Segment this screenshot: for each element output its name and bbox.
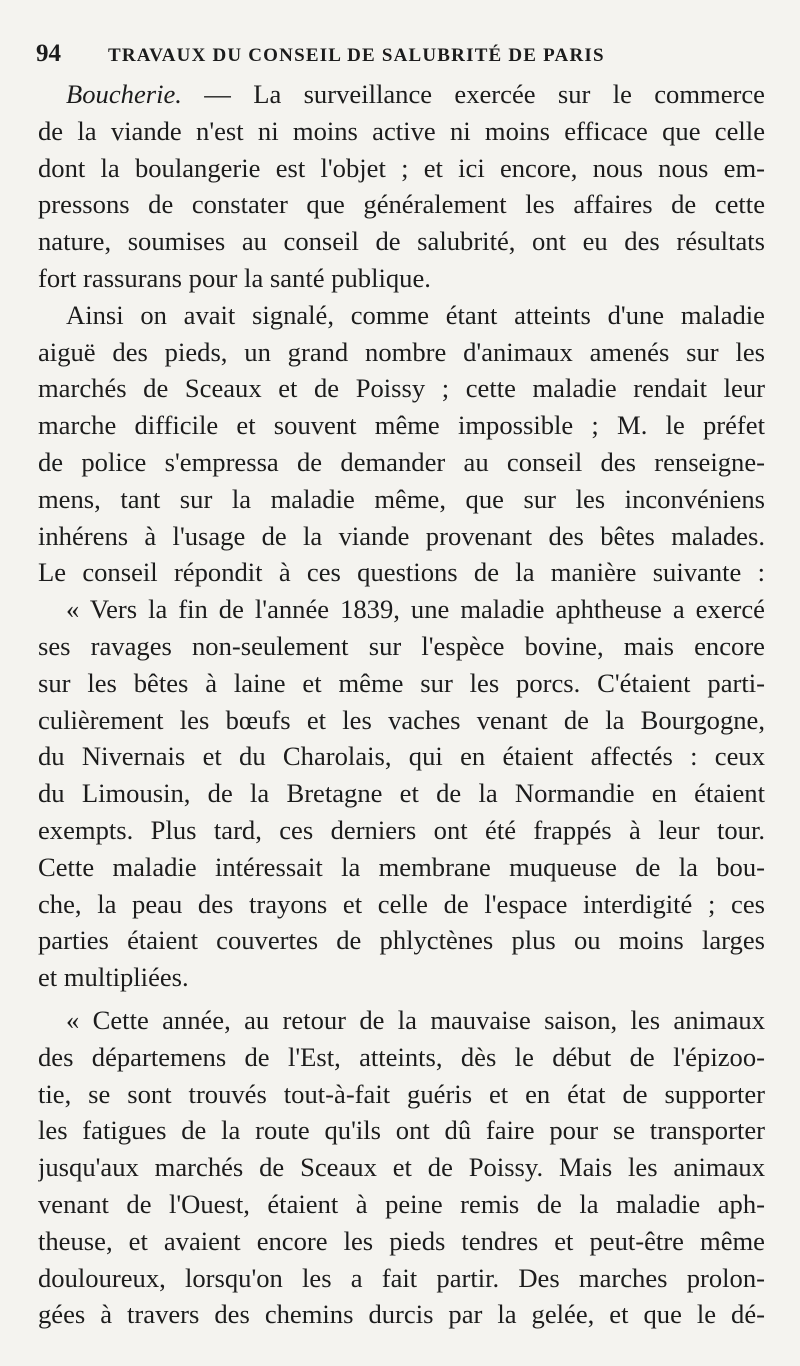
page-body (38, 76, 765, 1333)
section-lead-in: Boucherie. (66, 79, 182, 109)
text-line: de police s'empressa de demander au conseil des renseigne- (38, 446, 765, 477)
text-line: du Nivernais et du Charolais, qui en étaient affectés : ceux (38, 741, 765, 772)
text-line: tie, se sont trouvés tout-à-fait guéris et en état de supporter (38, 1078, 765, 1109)
text-line: exempts. Plus tard, ces derniers ont été frappés à leur tour. (38, 814, 765, 845)
text-line: les fatigues de la route qu'ils ont dû faire pour se transporter (38, 1115, 765, 1146)
text-line: venant de l'Ouest, étaient à peine remis de la maladie aph- (38, 1188, 765, 1219)
text-line: sur les bêtes à laine et même sur les porcs. C'étaient parti- (38, 667, 765, 698)
text-line (38, 76, 765, 113)
page-header (36, 40, 766, 70)
text-line: inhérens à l'usage de la viande provenant des bêtes malades. (38, 520, 765, 551)
text-line: Le conseil répondit à ces questions de la manière suivante : (38, 557, 765, 588)
text-line: pressons de constater que généralement les affaires de cette (38, 189, 765, 220)
text-line: gées à travers des chemins durcis par la gelée, et que le dé- (38, 1299, 765, 1330)
text-line: dont la boulangerie est l'objet ; et ici encore, nous nous em- (38, 152, 765, 183)
text-line: fort rassurans pour la santé publique. (38, 262, 431, 293)
text-line: jusqu'aux marchés de Sceaux et de Poissy. Mais les animaux (38, 1152, 765, 1183)
text-line: parties étaient couvertes de phlyctènes plus ou moins larges (38, 925, 765, 956)
text-line: Ainsi on avait signalé, comme étant atteints d'une maladie (66, 299, 765, 330)
text-line: « Cette année, au retour de la mauvaise saison, les animaux (66, 1004, 765, 1035)
text-line: Cette maladie intéressait la membrane muqueuse de la bou- (38, 851, 765, 882)
text-line: douloureux, lorsqu'on les a fait partir. Des marches prolon- (38, 1262, 765, 1293)
text-line: che, la peau des trayons et celle de l'espace interdigité ; ces (38, 888, 765, 919)
text-line: des départemens de l'Est, atteints, dès le début de l'épizoo- (38, 1041, 765, 1072)
page-number: 94 (36, 40, 61, 67)
text-line: ses ravages non-seulement sur l'espèce bovine, mais encore (38, 630, 765, 661)
text-line: marche difficile et souvent même impossible ; M. le préfet (38, 410, 765, 441)
text-line: aiguë des pieds, un grand nombre d'animaux amenés sur les (38, 336, 765, 367)
text-line: marchés de Sceaux et de Poissy ; cette maladie rendait leur (38, 373, 765, 404)
text-line: nature, soumises au conseil de salubrité, ont eu des résultats (38, 226, 765, 257)
text-line: theuse, et avaient encore les pieds tendres et peut-être même (38, 1225, 765, 1256)
line-text: — La surveillance exercée sur le commerce (204, 79, 765, 109)
text-line: culièrement les bœufs et les vaches venant de la Bourgogne, (38, 704, 765, 735)
text-line: « Vers la fin de l'année 1839, une maladie aphtheuse a exercé (66, 594, 765, 625)
text-line: mens, tant sur la maladie même, que sur les inconvéniens (38, 483, 765, 514)
text-line: et multipliées. (38, 962, 189, 993)
text-line: de la viande n'est ni moins active ni moins efficace que celle (38, 115, 765, 146)
text-line: du Limousin, de la Bretagne et de la Normandie en étaient (38, 778, 765, 809)
running-title: TRAVAUX DU CONSEIL DE SALUBRITÉ DE PARIS (108, 45, 605, 66)
